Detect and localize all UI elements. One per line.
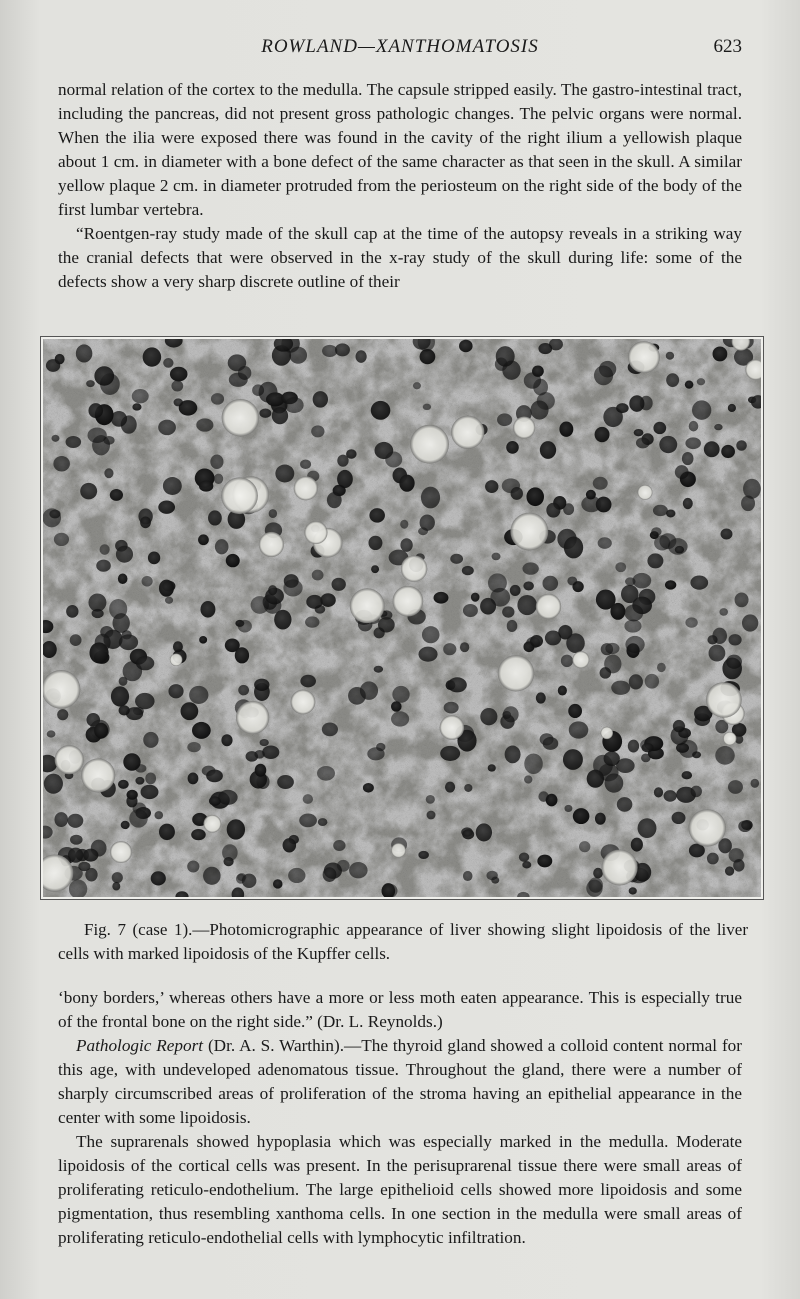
text-block-top <box>58 78 742 294</box>
paragraph-roentgen-study: “Roentgen-ray study made of the skull cap at the time of the autopsy reveals in a striking way the cranial defects that were observed in the x-ray study of the skull during life: some of the defects show a very sharp discrete outline of their <box>58 224 742 291</box>
pathologic-report-text: (Dr. A. S. Warthin).—The thyroid gland showed a colloid content normal for this age, with undeveloped adenomatous tissue. Throughout the gland, there were a number of sharply circumscribed areas of proliferation of the stroma having an epithelial appearance in the center with some lipoidosis. <box>58 1036 742 1127</box>
running-title: ROWLAND—XANTHOMATOSIS <box>261 36 539 57</box>
running-head <box>58 36 742 66</box>
figure-caption <box>58 918 748 966</box>
text-block-bottom <box>58 986 742 1250</box>
paragraph-pathologic-report <box>58 1034 742 1130</box>
figure-photomicrograph <box>40 336 764 900</box>
paragraph-suprarenals: The suprarenals showed hypoplasia which was especially marked in the medulla. Moderate lipoidosis of the cortical cells was present. In the perisuprarenal tissue there were small areas of proliferating reticulo-endothelium. The large epithelioid cells showed more lipoidosis and some pigmentation, thus resembling xanthoma cells. In one section in the medulla were small areas of proliferating reticulo-endothelial cells with lymphocytic infiltration. <box>58 1132 742 1247</box>
paragraph-autopsy-findings: normal relation of the cortex to the medulla. The capsule stripped easily. The gastro-intestinal tract, including the pancreas, did not present gross pathologic changes. The pelvic organs were normal. When the ilia were exposed there was found in the cavity of the right ilium a yellowish plaque about 1 cm. in diameter with a bone defect of the same character as that seen in the skull. A similar yellow plaque 2 cm. in diameter protruded from the periosteum on the right side of the body of the first lumbar vertebra. <box>58 80 742 219</box>
page-number: 623 <box>713 36 742 57</box>
liver-photomicrograph-image <box>43 339 761 897</box>
caption-text: Fig. 7 (case 1).—Photomicrographic appearance of liver showing slight lipoidosis of the liver cells with marked lipoidosis of the Kupffer cells. <box>58 920 748 963</box>
paragraph-bony-borders: ‘bony borders,’ whereas others have a more or less moth eaten appearance. This is especially true of the frontal bone on the right side.” (Dr. L. Reynolds.) <box>58 988 742 1031</box>
pathologic-report-label: Pathologic Report <box>76 1036 204 1055</box>
